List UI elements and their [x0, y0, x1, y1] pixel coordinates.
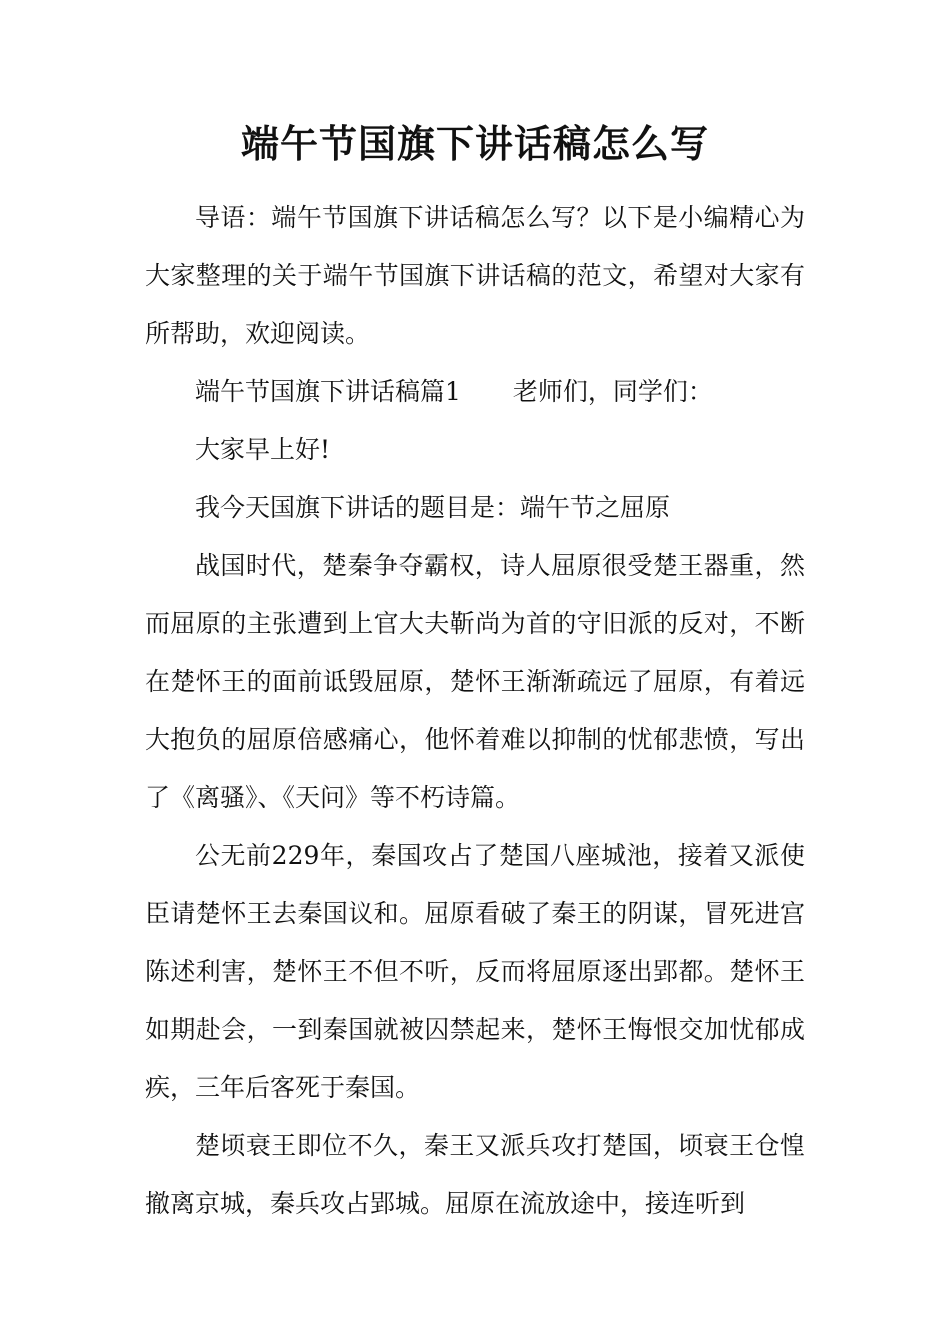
section-heading: 端午节国旗下讲话稿篇1	[195, 377, 461, 406]
salutation: 老师们，同学们：	[512, 377, 713, 406]
section-heading-line	[145, 363, 805, 421]
body-paragraph: 战国时代，楚秦争夺霸权，诗人屈原很受楚王器重，然而屈原的主张遭到上官大夫靳尚为首的守旧派的反对，不断在楚怀王的面前诋毁屈原，楚怀王渐渐疏远了屈原，有着远大抱负的屈原倍感痛心，他怀着难以抑制的忧郁悲愤，写出了《离骚》、《天问》等不朽诗篇。	[145, 551, 805, 812]
body-paragraph: 公无前229年，秦国攻占了楚国八座城池，接着又派使臣请楚怀王去秦国议和。屈原看破了秦王的阴谋，冒死进宫陈述利害，楚怀王不但不听，反而将屈原逐出郢都。楚怀王如期赴会，一到秦国就被囚禁起来，楚怀王悔恨交加忧郁成疾，三年后客死于秦国。	[145, 841, 805, 1102]
intro-paragraph: 导语：端午节国旗下讲话稿怎么写？以下是小编精心为大家整理的关于端午节国旗下讲话稿的范文，希望对大家有所帮助，欢迎阅读。	[145, 203, 805, 348]
body-paragraph: 楚顷衰王即位不久，秦王又派兵攻打楚国，顷衰王仓惶撤离京城，秦兵攻占郢城。屈原在流放途中，接连听到	[145, 1131, 805, 1218]
document-title: 端午节国旗下讲话稿怎么写	[240, 121, 709, 166]
document-body	[145, 189, 805, 1233]
topic-paragraph: 我今天国旗下讲话的题目是：端午节之屈原	[195, 493, 671, 522]
greeting-paragraph: 大家早上好!	[195, 435, 331, 464]
